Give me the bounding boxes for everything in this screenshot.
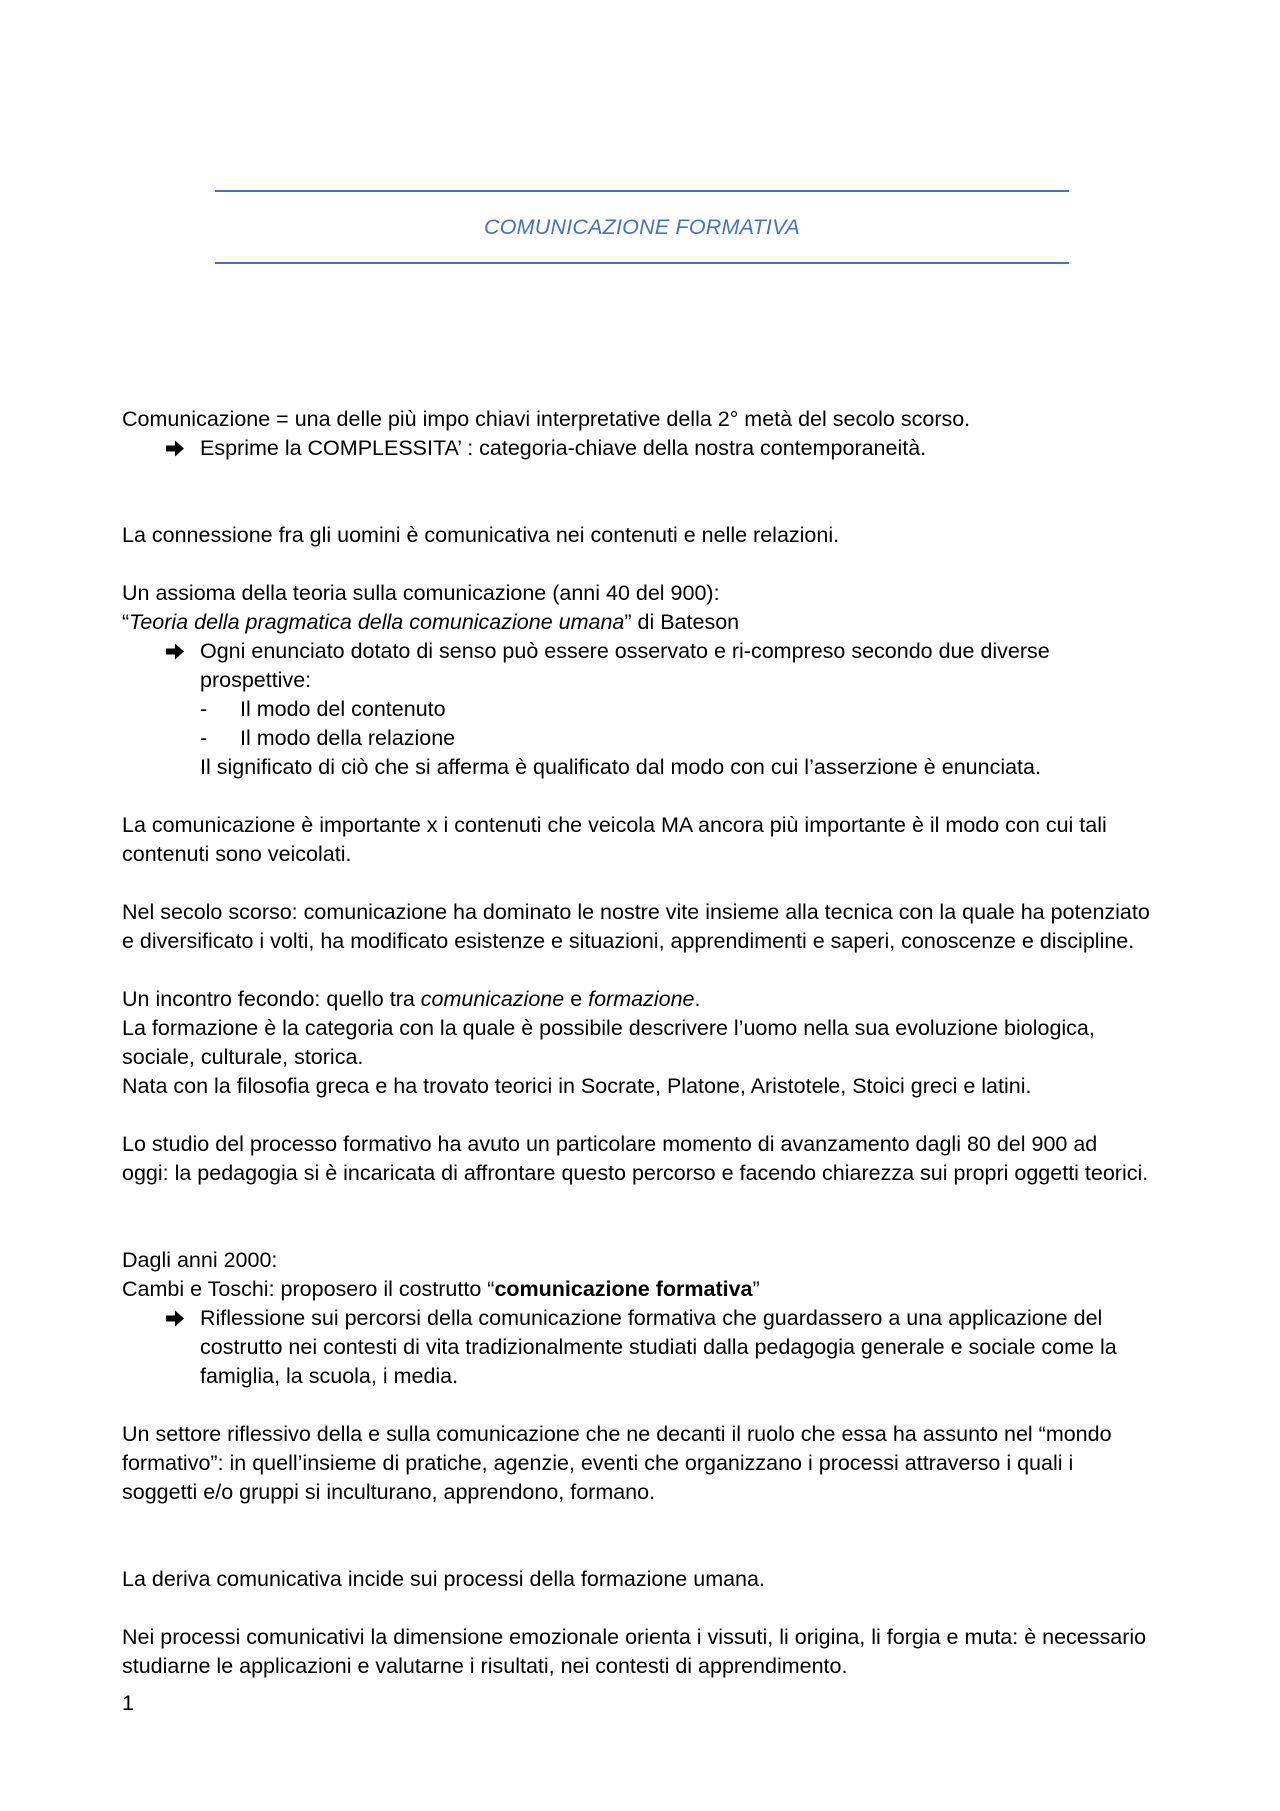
- paragraph: Dagli anni 2000:: [122, 1248, 278, 1272]
- dash-marker: -: [200, 726, 208, 750]
- quote-open: “: [122, 610, 130, 634]
- paragraph: Nata con la filosofia greca e ha trovato teorici in Socrate, Platone, Aristotele, Stoici greci e latini.: [122, 1074, 1032, 1098]
- arrow-bullet-item: [122, 1304, 1162, 1333]
- bold-term: comunicazione formativa: [494, 1277, 753, 1301]
- paragraph-line: Nei processi comunicativi la dimensione emozionale orienta i vissuti, li origina, li forgia e muta: è necessario: [122, 1625, 1147, 1649]
- paragraph-line: contenuti sono veicolati.: [122, 842, 352, 866]
- paragraph: [122, 1275, 1162, 1304]
- bullet-text: Riflessione sui percorsi della comunicazione formativa che guardassero a una applicazione del: [200, 1306, 1103, 1330]
- dash-item-text: Il modo del contenuto: [240, 697, 446, 721]
- right-arrow-icon: [163, 434, 187, 463]
- title-block: [215, 190, 1069, 264]
- paragraph-line: Lo studio del processo formativo ha avuto un particolare momento di avanzamento dagli 80 del 900 ad: [122, 1132, 1098, 1156]
- quoted-title: Teoria della pragmatica della comunicazione umana: [129, 610, 625, 634]
- bullet-text-continued: costrutto nei contesti di vita tradizionalmente studiati dalla pedagogia generale e sociale come la: [200, 1335, 1117, 1359]
- text-run: .: [694, 987, 701, 1011]
- paragraph-line: sociale, culturale, storica.: [122, 1045, 364, 1069]
- right-arrow-icon: [163, 1304, 187, 1333]
- paragraph-line: studiarne le applicazioni e valutarne i risultati, nei contesti di apprendimento.: [122, 1654, 848, 1678]
- title-bottom-rule: [215, 262, 1069, 264]
- italic-term: comunicazione: [420, 987, 565, 1011]
- document-body: [122, 405, 1162, 1681]
- paragraph: La deriva comunicativa incide sui processi della formazione umana.: [122, 1567, 765, 1591]
- paragraph: La connessione fra gli uomini è comunicativa nei contenuti e nelle relazioni.: [122, 523, 840, 547]
- text-run: ”: [752, 1277, 760, 1301]
- paragraph: [122, 985, 1162, 1014]
- title-top-rule: [215, 190, 1069, 192]
- dash-marker: -: [200, 697, 208, 721]
- paragraph-line: formativo”: in quell’insieme di pratiche, agenzie, eventi che organizzano i processi attraverso i quali i: [122, 1451, 1074, 1475]
- dash-list-item: [122, 695, 1162, 724]
- paragraph-line: La formazione è la categoria con la quale è possibile descrivere l’uomo nella sua evoluzione biologica,: [122, 1016, 1095, 1040]
- quote-rest: ” di Bateson: [624, 610, 740, 634]
- paragraph-line: La comunicazione è importante x i contenuti che veicola MA ancora più importante è il modo con cui tali: [122, 813, 1107, 837]
- paragraph-line: Un settore riflessivo della e sulla comunicazione che ne decanti il ruolo che essa ha assunto nel “mondo: [122, 1422, 1112, 1446]
- text-run: Cambi e Toschi: proposero il costrutto “: [122, 1277, 495, 1301]
- paragraph-line: e diversificato i volti, ha modificato esistenze e situazioni, apprendimenti e saperi, conoscenze e discipline.: [122, 929, 1135, 953]
- document-title: COMUNICAZIONE FORMATIVA: [484, 215, 800, 239]
- dash-item-text: Il modo della relazione: [240, 726, 456, 750]
- bullet-text-continued: famiglia, la scuola, i media.: [200, 1364, 459, 1388]
- dash-list-item: [122, 724, 1162, 753]
- arrow-bullet-item: [122, 434, 1162, 463]
- text-run: Un incontro fecondo: quello tra: [122, 987, 421, 1011]
- bullet-text: Ogni enunciato dotato di senso può essere osservato e ri-compreso secondo due diverse: [200, 639, 1050, 663]
- bullet-text-continued: prospettive:: [200, 668, 312, 692]
- paragraph: Un assioma della teoria sulla comunicazione (anni 40 del 900):: [122, 581, 720, 605]
- indented-paragraph: Il significato di ciò che si afferma è qualificato dal modo con cui l’asserzione è enunciata.: [200, 755, 1041, 779]
- paragraph-line: Nel secolo scorso: comunicazione ha dominato le nostre vite insieme alla tecnica con la quale ha potenziato: [122, 900, 1150, 924]
- right-arrow-icon: [163, 637, 187, 666]
- text-run: e: [564, 987, 589, 1011]
- paragraph: Comunicazione = una delle più impo chiavi interpretative della 2° metà del secolo scorso.: [122, 407, 971, 431]
- arrow-bullet-item: [122, 637, 1162, 666]
- paragraph-line: oggi: la pedagogia si è incaricata di affrontare questo percorso e facendo chiarezza sui propri oggetti teorici.: [122, 1161, 1149, 1185]
- paragraph-quote: [122, 608, 1162, 637]
- paragraph-line: soggetti e/o gruppi si inculturano, apprendono, formano.: [122, 1480, 656, 1504]
- page-number: 1: [122, 1691, 134, 1715]
- bullet-text: Esprime la COMPLESSITA’ : categoria-chiave della nostra contemporaneità.: [200, 436, 927, 460]
- italic-term: formazione: [588, 987, 695, 1011]
